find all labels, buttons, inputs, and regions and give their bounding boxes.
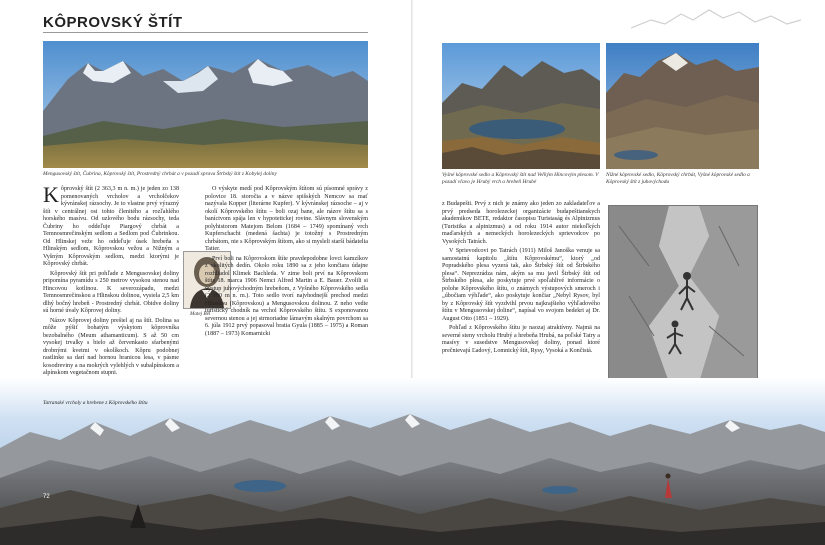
photo-nizne-koprovske-sedlo	[606, 43, 759, 169]
paragraph: Pohľad z Kôprovského štítu je naozaj atraktívny. Najmä na severné steny vrcholu Hrubý a hrebeňa Hrubá, na poľské Tatry a masívy v susedstve Mengusovskej doliny, ponad ktoré prečnievajú Ľadový, Lomnický štít, Rysy, Vysoká a Končistá.	[442, 325, 600, 354]
caption-right-2: Nižné kôprovské sedlo, Kôprovský chrbát, Vyšné kôprovské sedlo a Kôprovský štít z juhovýchodu	[606, 172, 750, 185]
paragraph: V Sprievodcovi po Tatrách (1911) Miloš Janoška venuje sa samostatnú kapitolu „štítu Kôprovskému“, ktorý „od Popradského plesa vyzerá tak, ako Štrbský štít od Štrbského plesa“. Neprezrádza nám, akým sa mu javil Štrbský štít od Štrbského plesa, ale poskytuje prvé spoľahlivé informácie o polohe Kôprovského štítu, o známych výstupových smeroch i „úbočiam výhľade“, ako poskytuje končiar „Nebyl Rysov, byl by z Kôprovský štít vyzdvihl prvou najkrajšieho výhľadového štítu v Mengusovskej doline“, napísal vo svojom bedekri aj Dr. August Otto (1851 – 1929).	[442, 248, 600, 322]
portrait-caption: Matej Bel	[190, 311, 211, 317]
photo-mengusovsky-stit	[43, 41, 368, 168]
landscape-photo-icon	[43, 41, 368, 168]
paragraph: Názov Kôprovej doliny prešiel aj na štít. Dolina sa môže pýšiť bohatým výskytom kôprovníka bezobalného (Meum athamanticum). S až 50 cm vysokej trvalky s bielo až červenkasto sfarbenými drobnými kvetmi v okolíkoch. Kôpru podobnej rastlinke sa darí nad hornou hranicou lesa, v pásme kosodreviny a na mokrých vylehlých v subalpínskom a alpínskom vegetačnom stupni.	[43, 317, 179, 376]
paragraph: Kôprovský štít pri pohľade z Mengusovskej doliny pripomína pyramídu s 250 metrov vysokou stenou nad Hincovou kotlinou. K severozápadu, medzi Temnosmrečinskou a Hlinskou dolinou, vysiela 2,5 km dlhý bočný hrebeň - Prostredný chrbát. Obidve doliny sú horné úvaly Kôprovej doliny.	[43, 270, 179, 314]
panorama-caption: Tatranské vrcholy a hrebene z Kôprovského štítu	[43, 400, 148, 406]
etching-illustration-icon	[609, 206, 757, 382]
historic-etching	[608, 205, 758, 383]
paragraph: Prví boli na Kôprovskom štíte pravdepodobne lovci kamzíkov z okolitých dedín. Okolo roku 1890 sa z jeho končiara údajne rozhliadol Klimek Bachleda. V zime boli prví na Kôprovskom štíte 18. marca 1906 Nemci Alfred Martin a E. Bauer. Zvolili si výstup juhovýchodným hrebeňom, z Vyšného Kôprovského sedla (2 180 m n. m.). Toto sedlo tvorí najvhodnejší prechod medzi Hlinskou (Kôprovskou) a Mengusovskou dolinou. Z neho vedie turistický chodník na vrchol Kôprovského štítu. S exponovanou severnou stenou a jej strmoriadne lámavým skalným povrchom sa 6. júla 1912 prvý popasoval bratia Gyula (1885 – 1975) a Roman (1887 – 1973) Komarnicki	[205, 255, 368, 337]
page-title: KÔPROVSKÝ ŠTÍT	[43, 14, 183, 31]
mountain-outline-icon	[631, 6, 801, 32]
paragraph: O výskyte medí pod Kôprovským štítom sú písomné správy z polovice 18. storočia a v názve spišských Nemcov sa mať nazývala Kopper (literárne Kupfer). V kývránskej rázsoche – aj v okolí Kôprovského štítu – boli ozaj bane, ale názov štítu sa s baníctvom spája len v hypotetickej rovine. Slávnym slovenským polyhistorom Matejom Belom (1684 – 1749) spomínaný vrch Kupferschacht (medená šachta) je totožný s Prostredným chrbátom, nie s Kôprovským štítom, ako si mysleli starší bádatelia Tatier.	[205, 186, 368, 252]
title-rule	[43, 32, 368, 33]
caption-right-1: Vyšné kôprovské sedlo a Kôprovský štít nad Veľkým Hincovým plesom. V pozadí vľavo je Hrubý vrch a hrebeň Hrubé	[442, 172, 599, 185]
ridge-photo-icon	[606, 43, 759, 169]
caption-top-left: Mengusovský štít, Čubrina, Kôprovský štít, Prostredný chrbát a v pozadí sprava Štrbský štít z Kobylej doliny	[43, 171, 277, 177]
lake-photo-icon	[442, 43, 600, 169]
paragraph: ôprovský štít (2 363,3 m n. m.) je jeden zo 138 pomenovaných vrcholov a vrcholčekov kývránskej rázsochy. Je to vlastne prvý výrazný štít v centrálnej osi tohto členitého a rozľahlého horského masívu. Od uzlového bodu rázsochy, teda Čubriny ho oddeľuje Piargový chrbát a Temnosmrečinským sedlom a Sedlom pod Čubrinkou. Od Hlinskej veže ho oddeľuje úsek hrebeňa s Hlinským sedlom, Kôprovskou vežou a Nižným a Vyšným Kôprovským sedlom, medzi ktorými je Kôprovský chrbát.	[43, 186, 179, 267]
column-1	[43, 182, 179, 380]
drop-cap: K	[43, 182, 59, 207]
page-number: 72	[43, 494, 50, 500]
photo-vysne-koprovske-sedlo	[442, 43, 600, 169]
paragraph: z Budapešti. Prvý z nich je známy ako jeden zo zakladateľov a prvý predseda horolezeckej organizácie budapeštianskych akademikov BETE, redaktor časopisu Turistaság és Alpinizmus (Turistika a alpinizmus) a od roku 1914 autor niekoľkých maďarských a nemeckých horolezeckých sprievodcov po Vysokých Tatrách.	[442, 201, 600, 245]
column-2	[205, 186, 368, 340]
column-3	[442, 201, 600, 357]
